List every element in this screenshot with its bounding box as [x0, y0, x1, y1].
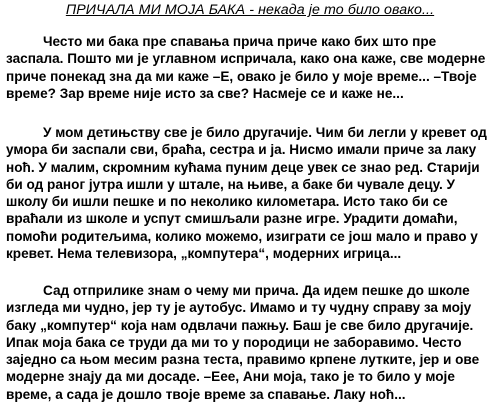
paragraph-1 — [6, 33, 496, 102]
paragraph-line: помоћи родитељима, колико можемо, изиграти се још мало и право у — [6, 228, 478, 244]
paragraph-line: Ипак моја бака се труди да ми то у породици не заборавимо. Често — [6, 334, 462, 350]
paragraph-line: приче понекад зна да ми каже –Е, овако је било у моје време... –Твоје — [6, 68, 477, 84]
paragraph-line: У мом детињству све је било другачије. Чим би легли у кревет од — [43, 125, 487, 140]
paragraph-line: ноћ. У малим, скромним кућама пуним деце увек се знао ред. Старији — [6, 159, 480, 175]
document-title: ПРИЧАЛА МИ МОЈА БАКА - некада је то било овако... — [65, 2, 435, 18]
paragraph-line: време? Зар време није исто за све? Насмеје се и каже не... — [6, 85, 404, 101]
paragraph-3 — [6, 282, 496, 403]
paragraph-line: враћали из школе и успут смишљали разне игре. Урадити домаћи, — [6, 211, 458, 227]
paragraph-line: заједно са њом месим разна теста, правимо крпене лутките, јер и ове — [6, 352, 480, 368]
paragraph-line: Често ми бака пре спавања прича приче како бих што пре — [43, 34, 437, 49]
paragraph-line: Сад отприлике знам о чему ми прича. Да идем пешке до школе — [43, 283, 470, 298]
paragraph-line: кревет. Нема телевизора, „компутера“, модерних игрица... — [6, 246, 402, 262]
paragraph-line: би од раног јутра ишли у штале, на њиве, а баке би чувале децу. У — [6, 176, 455, 192]
paragraph-line: умора би заспали сви, браћа, сестра и ја. Нисмо имали приче за лаку — [6, 142, 477, 158]
paragraph-2 — [6, 124, 496, 262]
paragraph-line: модерне знају да ми досаде. –Еее, Ани моја, тако је то било у моје — [6, 369, 455, 385]
paragraph-line: заспала. Пошто ми је углавном испричала, како она каже, све модерне — [6, 51, 486, 67]
paragraph-line: баку „компутер“ која нам одвлачи пажњу. Баш је све било другачије. — [6, 317, 474, 333]
paragraph-line: изгледа ми чудно, јер ту је аутобус. Имамо и ту чудну справу за моју — [6, 300, 472, 316]
paragraph-line: време, а сада је дошло твоје време за спавање. Лаку ноћ... — [6, 386, 406, 402]
paragraph-line: школу би ишли пешке и по неколико километара. Исто тако би се — [6, 194, 448, 210]
